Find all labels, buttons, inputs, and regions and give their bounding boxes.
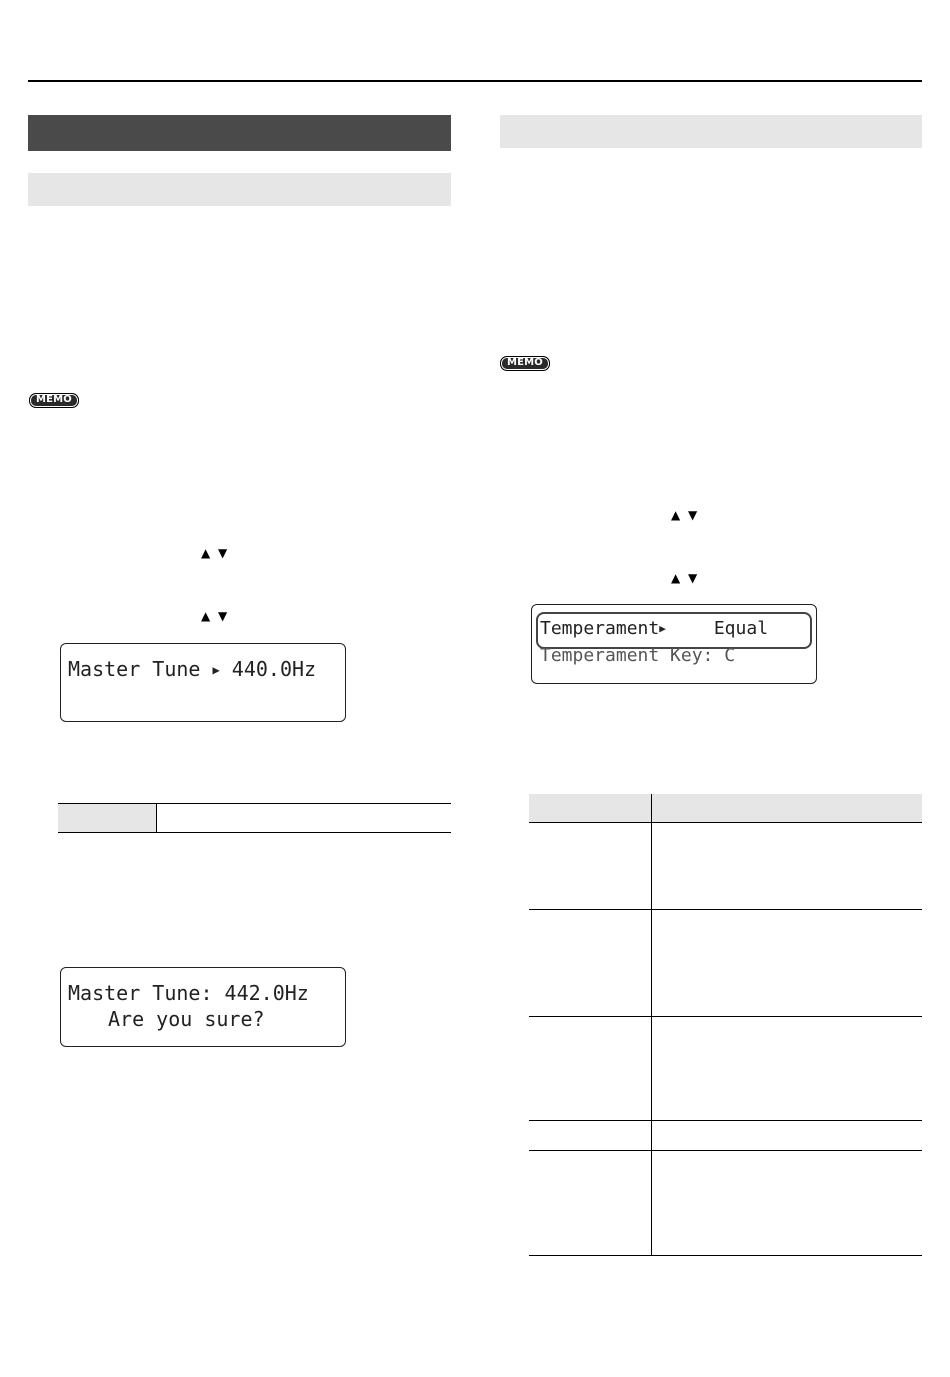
up-down-buttons-icon: ▲ ▼ (671, 571, 700, 585)
lcd-value: Equal (713, 618, 769, 639)
subsection-heading-bar (500, 115, 922, 148)
table-divider (156, 804, 157, 832)
lcd-line-2: Are you sure? (108, 1007, 265, 1031)
subsection-heading-bar (28, 173, 451, 206)
up-down-buttons-icon: ▲ ▼ (201, 546, 230, 560)
lcd-value: 440.0Hz (231, 657, 317, 681)
up-down-buttons-icon: ▲ ▼ (671, 508, 700, 522)
table-row-rule (529, 909, 922, 910)
header-rule (28, 80, 922, 82)
table-rule-bottom (529, 1255, 922, 1256)
lcd-master-tune (60, 643, 346, 722)
table-header-row (529, 794, 922, 822)
cursor-icon: ▶ (659, 622, 666, 635)
cursor-icon: ▶ (212, 663, 220, 677)
memo-icon: MEMO (500, 356, 550, 371)
table-row-rule (529, 1120, 922, 1121)
table-column-divider (651, 794, 652, 1256)
table-row-rule (529, 1016, 922, 1017)
lcd-line-1 (68, 657, 316, 682)
table-row-rule (529, 1150, 922, 1151)
table-rule-bottom (58, 832, 451, 833)
lcd-line-2: Temperament Key: C (540, 645, 736, 666)
lcd-label: Master Tune (68, 657, 201, 681)
lcd-temperament (531, 604, 817, 684)
table-head-cell (58, 804, 156, 832)
lcd-line-1 (540, 618, 768, 640)
lcd-line-1: Master Tune: 442.0Hz (68, 981, 309, 1005)
memo-icon: MEMO (29, 393, 79, 408)
lcd-label: Temperament (540, 618, 660, 639)
lcd-confirm (60, 967, 346, 1047)
table-row-rule (529, 822, 922, 823)
temperament-table (529, 794, 922, 1256)
up-down-buttons-icon: ▲ ▼ (201, 609, 230, 623)
section-heading-bar (28, 115, 451, 151)
